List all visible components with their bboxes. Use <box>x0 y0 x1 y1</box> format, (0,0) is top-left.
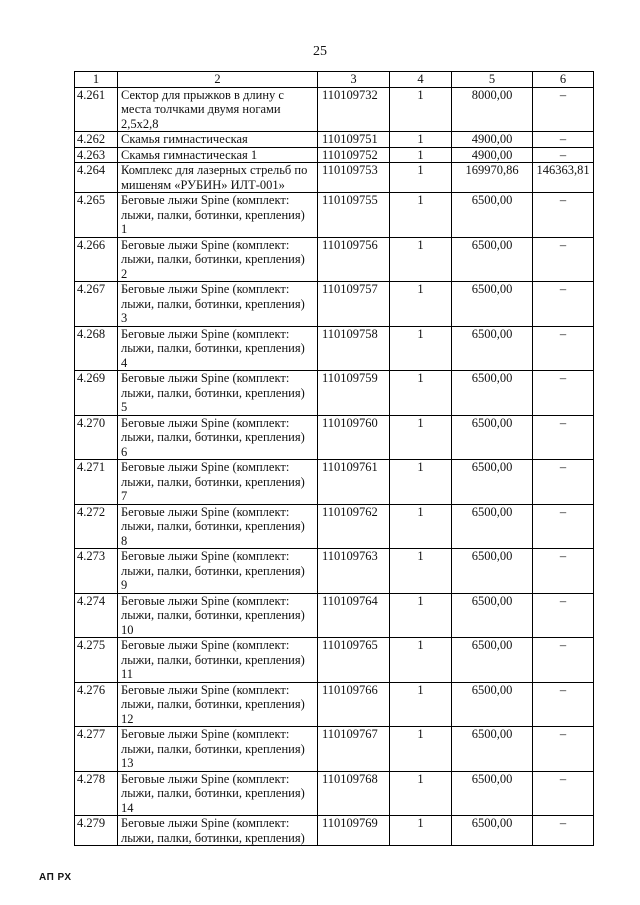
book-value-cell: 6500,00 <box>452 771 533 816</box>
row-number-cell: 4.270 <box>75 415 118 460</box>
quantity-cell: 1 <box>390 682 452 727</box>
header-col-5: 5 <box>452 72 533 88</box>
row-number-cell: 4.261 <box>75 87 118 132</box>
quantity-cell: 1 <box>390 593 452 638</box>
book-value-cell: 6500,00 <box>452 282 533 327</box>
book-value-cell: 6500,00 <box>452 460 533 505</box>
row-number-cell: 4.268 <box>75 326 118 371</box>
inventory-code-cell: 110109765 <box>318 638 390 683</box>
table-row <box>75 326 594 371</box>
table-row <box>75 163 594 193</box>
quantity-cell: 1 <box>390 638 452 683</box>
table-row <box>75 504 594 549</box>
book-value-cell: 6500,00 <box>452 415 533 460</box>
book-value-cell: 6500,00 <box>452 816 533 846</box>
quantity-cell: 1 <box>390 460 452 505</box>
row-number-cell: 4.264 <box>75 163 118 193</box>
residual-value-cell: – <box>533 727 594 772</box>
book-value-cell: 6500,00 <box>452 326 533 371</box>
table-row <box>75 371 594 416</box>
item-name-cell: Беговые лыжи Spine (комплект: лыжи, палки, ботинки, крепления) 5 <box>118 371 318 416</box>
item-name-cell: Беговые лыжи Spine (комплект: лыжи, палки, ботинки, крепления) 6 <box>118 415 318 460</box>
quantity-cell: 1 <box>390 193 452 238</box>
inventory-code-cell: 110109732 <box>318 87 390 132</box>
item-name-cell: Беговые лыжи Spine (комплект: лыжи, палки, ботинки, крепления) 1 <box>118 193 318 238</box>
footer-mark: АП РХ <box>39 872 72 883</box>
table-row <box>75 87 594 132</box>
row-number-cell: 4.275 <box>75 638 118 683</box>
book-value-cell: 6500,00 <box>452 371 533 416</box>
item-name-cell: Беговые лыжи Spine (комплект: лыжи, палки, ботинки, крепления) 13 <box>118 727 318 772</box>
table-row <box>75 638 594 683</box>
inventory-code-cell: 110109760 <box>318 415 390 460</box>
book-value-cell: 4900,00 <box>452 147 533 163</box>
inventory-code-cell: 110109757 <box>318 282 390 327</box>
book-value-cell: 6500,00 <box>452 549 533 594</box>
row-number-cell: 4.263 <box>75 147 118 163</box>
inventory-code-cell: 110109751 <box>318 132 390 148</box>
inventory-code-cell: 110109769 <box>318 816 390 846</box>
property-register-table <box>74 71 594 846</box>
book-value-cell: 6500,00 <box>452 727 533 772</box>
residual-value-cell: – <box>533 237 594 282</box>
residual-value-cell: – <box>533 771 594 816</box>
item-name-cell: Комплекс для лазерных стрельб по мишеням «РУБИН» ИЛТ-001» <box>118 163 318 193</box>
book-value-cell: 6500,00 <box>452 193 533 238</box>
inventory-code-cell: 110109756 <box>318 237 390 282</box>
residual-value-cell: – <box>533 682 594 727</box>
inventory-code-cell: 110109766 <box>318 682 390 727</box>
book-value-cell: 6500,00 <box>452 504 533 549</box>
table-row <box>75 237 594 282</box>
quantity-cell: 1 <box>390 727 452 772</box>
quantity-cell: 1 <box>390 132 452 148</box>
residual-value-cell: – <box>533 593 594 638</box>
table-row <box>75 415 594 460</box>
inventory-code-cell: 110109752 <box>318 147 390 163</box>
item-name-cell: Беговые лыжи Spine (комплект: лыжи, палки, ботинки, крепления) 2 <box>118 237 318 282</box>
item-name-cell: Беговые лыжи Spine (комплект: лыжи, палки, ботинки, крепления) 7 <box>118 460 318 505</box>
residual-value-cell: – <box>533 371 594 416</box>
item-name-cell: Беговые лыжи Spine (комплект: лыжи, палки, ботинки, крепления) 10 <box>118 593 318 638</box>
quantity-cell: 1 <box>390 237 452 282</box>
row-number-cell: 4.277 <box>75 727 118 772</box>
table-row <box>75 147 594 163</box>
residual-value-cell: – <box>533 193 594 238</box>
quantity-cell: 1 <box>390 282 452 327</box>
book-value-cell: 6500,00 <box>452 682 533 727</box>
book-value-cell: 4900,00 <box>452 132 533 148</box>
row-number-cell: 4.272 <box>75 504 118 549</box>
item-name-cell: Беговые лыжи Spine (комплект: лыжи, палки, ботинки, крепления) 11 <box>118 638 318 683</box>
item-name-cell: Скамья гимнастическая <box>118 132 318 148</box>
header-col-4: 4 <box>390 72 452 88</box>
residual-value-cell: – <box>533 549 594 594</box>
row-number-cell: 4.276 <box>75 682 118 727</box>
quantity-cell: 1 <box>390 816 452 846</box>
quantity-cell: 1 <box>390 415 452 460</box>
inventory-code-cell: 110109758 <box>318 326 390 371</box>
row-number-cell: 4.274 <box>75 593 118 638</box>
quantity-cell: 1 <box>390 326 452 371</box>
item-name-cell: Скамья гимнастическая 1 <box>118 147 318 163</box>
inventory-code-cell: 110109764 <box>318 593 390 638</box>
quantity-cell: 1 <box>390 549 452 594</box>
residual-value-cell: – <box>533 460 594 505</box>
inventory-code-cell: 110109767 <box>318 727 390 772</box>
inventory-code-cell: 110109762 <box>318 504 390 549</box>
page-number: 25 <box>313 44 327 59</box>
inventory-code-cell: 110109761 <box>318 460 390 505</box>
item-name-cell: Беговые лыжи Spine (комплект: лыжи, палки, ботинки, крепления) 4 <box>118 326 318 371</box>
row-number-cell: 4.265 <box>75 193 118 238</box>
residual-value-cell: – <box>533 638 594 683</box>
row-number-cell: 4.262 <box>75 132 118 148</box>
quantity-cell: 1 <box>390 163 452 193</box>
item-name-cell: Сектор для прыжков в длину с места толчками двумя ногами 2,5х2,8 <box>118 87 318 132</box>
inventory-code-cell: 110109759 <box>318 371 390 416</box>
residual-value-cell: – <box>533 147 594 163</box>
table-row <box>75 727 594 772</box>
quantity-cell: 1 <box>390 371 452 416</box>
table-body <box>75 87 594 846</box>
inventory-code-cell: 110109755 <box>318 193 390 238</box>
table-row <box>75 593 594 638</box>
table-row <box>75 132 594 148</box>
item-name-cell: Беговые лыжи Spine (комплект: лыжи, палки, ботинки, крепления) <box>118 816 318 846</box>
item-name-cell: Беговые лыжи Spine (комплект: лыжи, палки, ботинки, крепления) 9 <box>118 549 318 594</box>
table-row <box>75 193 594 238</box>
row-number-cell: 4.267 <box>75 282 118 327</box>
residual-value-cell: – <box>533 816 594 846</box>
item-name-cell: Беговые лыжи Spine (комплект: лыжи, палки, ботинки, крепления) 12 <box>118 682 318 727</box>
table-row <box>75 549 594 594</box>
table-row <box>75 460 594 505</box>
book-value-cell: 169970,86 <box>452 163 533 193</box>
row-number-cell: 4.279 <box>75 816 118 846</box>
residual-value-cell: – <box>533 282 594 327</box>
table-row <box>75 816 594 846</box>
item-name-cell: Беговые лыжи Spine (комплект: лыжи, палки, ботинки, крепления) 8 <box>118 504 318 549</box>
row-number-cell: 4.273 <box>75 549 118 594</box>
row-number-cell: 4.278 <box>75 771 118 816</box>
book-value-cell: 8000,00 <box>452 87 533 132</box>
residual-value-cell: 146363,81 <box>533 163 594 193</box>
book-value-cell: 6500,00 <box>452 237 533 282</box>
inventory-code-cell: 110109768 <box>318 771 390 816</box>
header-row <box>75 72 594 88</box>
inventory-code-cell: 110109753 <box>318 163 390 193</box>
table-row <box>75 282 594 327</box>
residual-value-cell: – <box>533 87 594 132</box>
row-number-cell: 4.269 <box>75 371 118 416</box>
quantity-cell: 1 <box>390 504 452 549</box>
table-row <box>75 682 594 727</box>
quantity-cell: 1 <box>390 147 452 163</box>
header-col-1: 1 <box>75 72 118 88</box>
header-col-6: 6 <box>533 72 594 88</box>
inventory-code-cell: 110109763 <box>318 549 390 594</box>
residual-value-cell: – <box>533 504 594 549</box>
table-row <box>75 771 594 816</box>
quantity-cell: 1 <box>390 87 452 132</box>
residual-value-cell: – <box>533 132 594 148</box>
residual-value-cell: – <box>533 326 594 371</box>
item-name-cell: Беговые лыжи Spine (комплект: лыжи, палки, ботинки, крепления) 14 <box>118 771 318 816</box>
row-number-cell: 4.266 <box>75 237 118 282</box>
residual-value-cell: – <box>533 415 594 460</box>
item-name-cell: Беговые лыжи Spine (комплект: лыжи, палки, ботинки, крепления) 3 <box>118 282 318 327</box>
header-col-3: 3 <box>318 72 390 88</box>
quantity-cell: 1 <box>390 771 452 816</box>
book-value-cell: 6500,00 <box>452 593 533 638</box>
header-col-2: 2 <box>118 72 318 88</box>
row-number-cell: 4.271 <box>75 460 118 505</box>
book-value-cell: 6500,00 <box>452 638 533 683</box>
